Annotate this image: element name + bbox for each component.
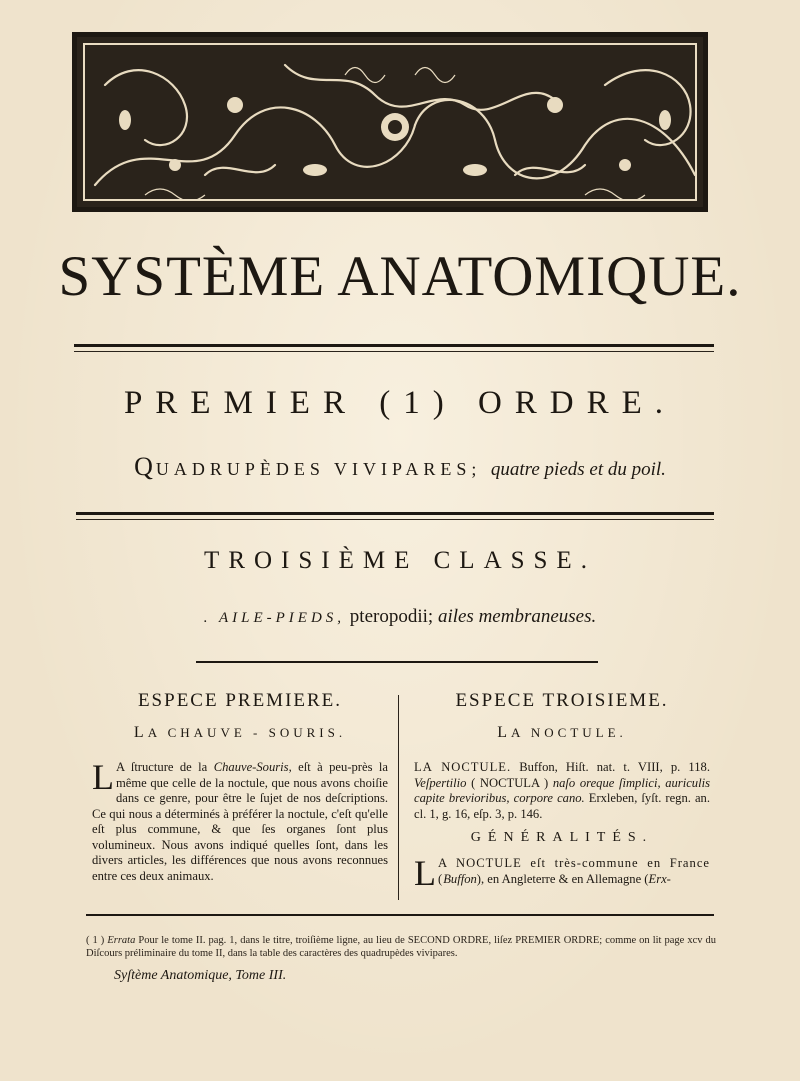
divider-rule [76,519,714,520]
right-column [414,690,711,893]
order-subtitle [0,452,800,482]
species-heading: ESPECE PREMIERE. [137,690,343,711]
order-title: PREMIER (1) ORDRE. [123,385,677,421]
divider-rule [76,512,714,515]
species-reference: LA NOCTULE. Buffon, Hiſt. nat. t. VIII, p. 118. Veſpertilio ( NOCTULA ) naſo oreque ſimplici, auriculis capite brevioribus, corpore cano. Erxleben, ſyſt. regn. an. cl. 1, g. 16, eſp. 3, p. 146. [414,760,711,821]
ornament-frame [83,43,697,201]
subtitle-text: UADRUPÈDES VIVIPARES; [155,459,482,479]
species-description: L A ſtructure de la Chauve-Souris, eſt à peu-près la même que celle de la noctule, que nous avons choiſie dans ce genre, pour être le ſujet de nos deſcriptions. Ce qui nous a déterminés à préférer la noctule, c'eſt qu'elle eſt plus commune, & que ſes organes ſont plus volumineux. Nous avons indiqué quelles ſont, dans les divers articles, les différences que nous avons reconnues entre ces deux animaux. [92,757,388,883]
pteropodii-label: pteropodii; [349,606,434,627]
species-heading: ESPECE TROISIEME. [455,690,669,711]
subtitle-italic: quatre pieds et du poil. [490,459,666,480]
divider-rule [74,351,714,352]
short-divider [196,661,598,663]
species-name: LA NOCTULE. [497,724,627,741]
footnote: ( 1 ) Errata Pour le tome II. pag. 1, dans le titre, troiſième ligne, au lieu de SECOND ORDRE, liſez PREMIER ORDRE; comme on lit page xcv du Diſcours préliminaire du tome II, dans la table des caractères des quadrupèdes vivipares. [86,935,717,959]
generalites-text: L A NOCTULE eſt très-commune en France (Buffon), en Angleterre & en Allemagne (Erx- [414,853,710,893]
aile-pieds-label: . AILE-PIEDS, [203,610,346,626]
left-column [92,690,388,884]
drop-cap: L [92,757,114,797]
class-title: TROISIÈME CLASSE. [204,547,596,574]
generalites-heading: GÉNÉRALITÉS. [470,830,654,845]
footnote-divider [86,914,714,916]
drop-cap: L [414,853,436,893]
floral-ornament-icon [85,45,697,201]
divider-rule [74,344,714,347]
page-title: SYSTÈME ANATOMIQUE. [58,245,742,308]
column-divider [398,695,399,900]
ailes-label: ailes membraneuses. [437,606,597,627]
ornamental-headpiece [72,32,708,212]
species-name: LA CHAUVE - SOURIS. [133,724,347,741]
subtitle-initial: Q [134,452,156,481]
signature-line: Syſtème Anatomique, Tome III. [114,968,287,983]
class-subtitle [0,606,800,628]
